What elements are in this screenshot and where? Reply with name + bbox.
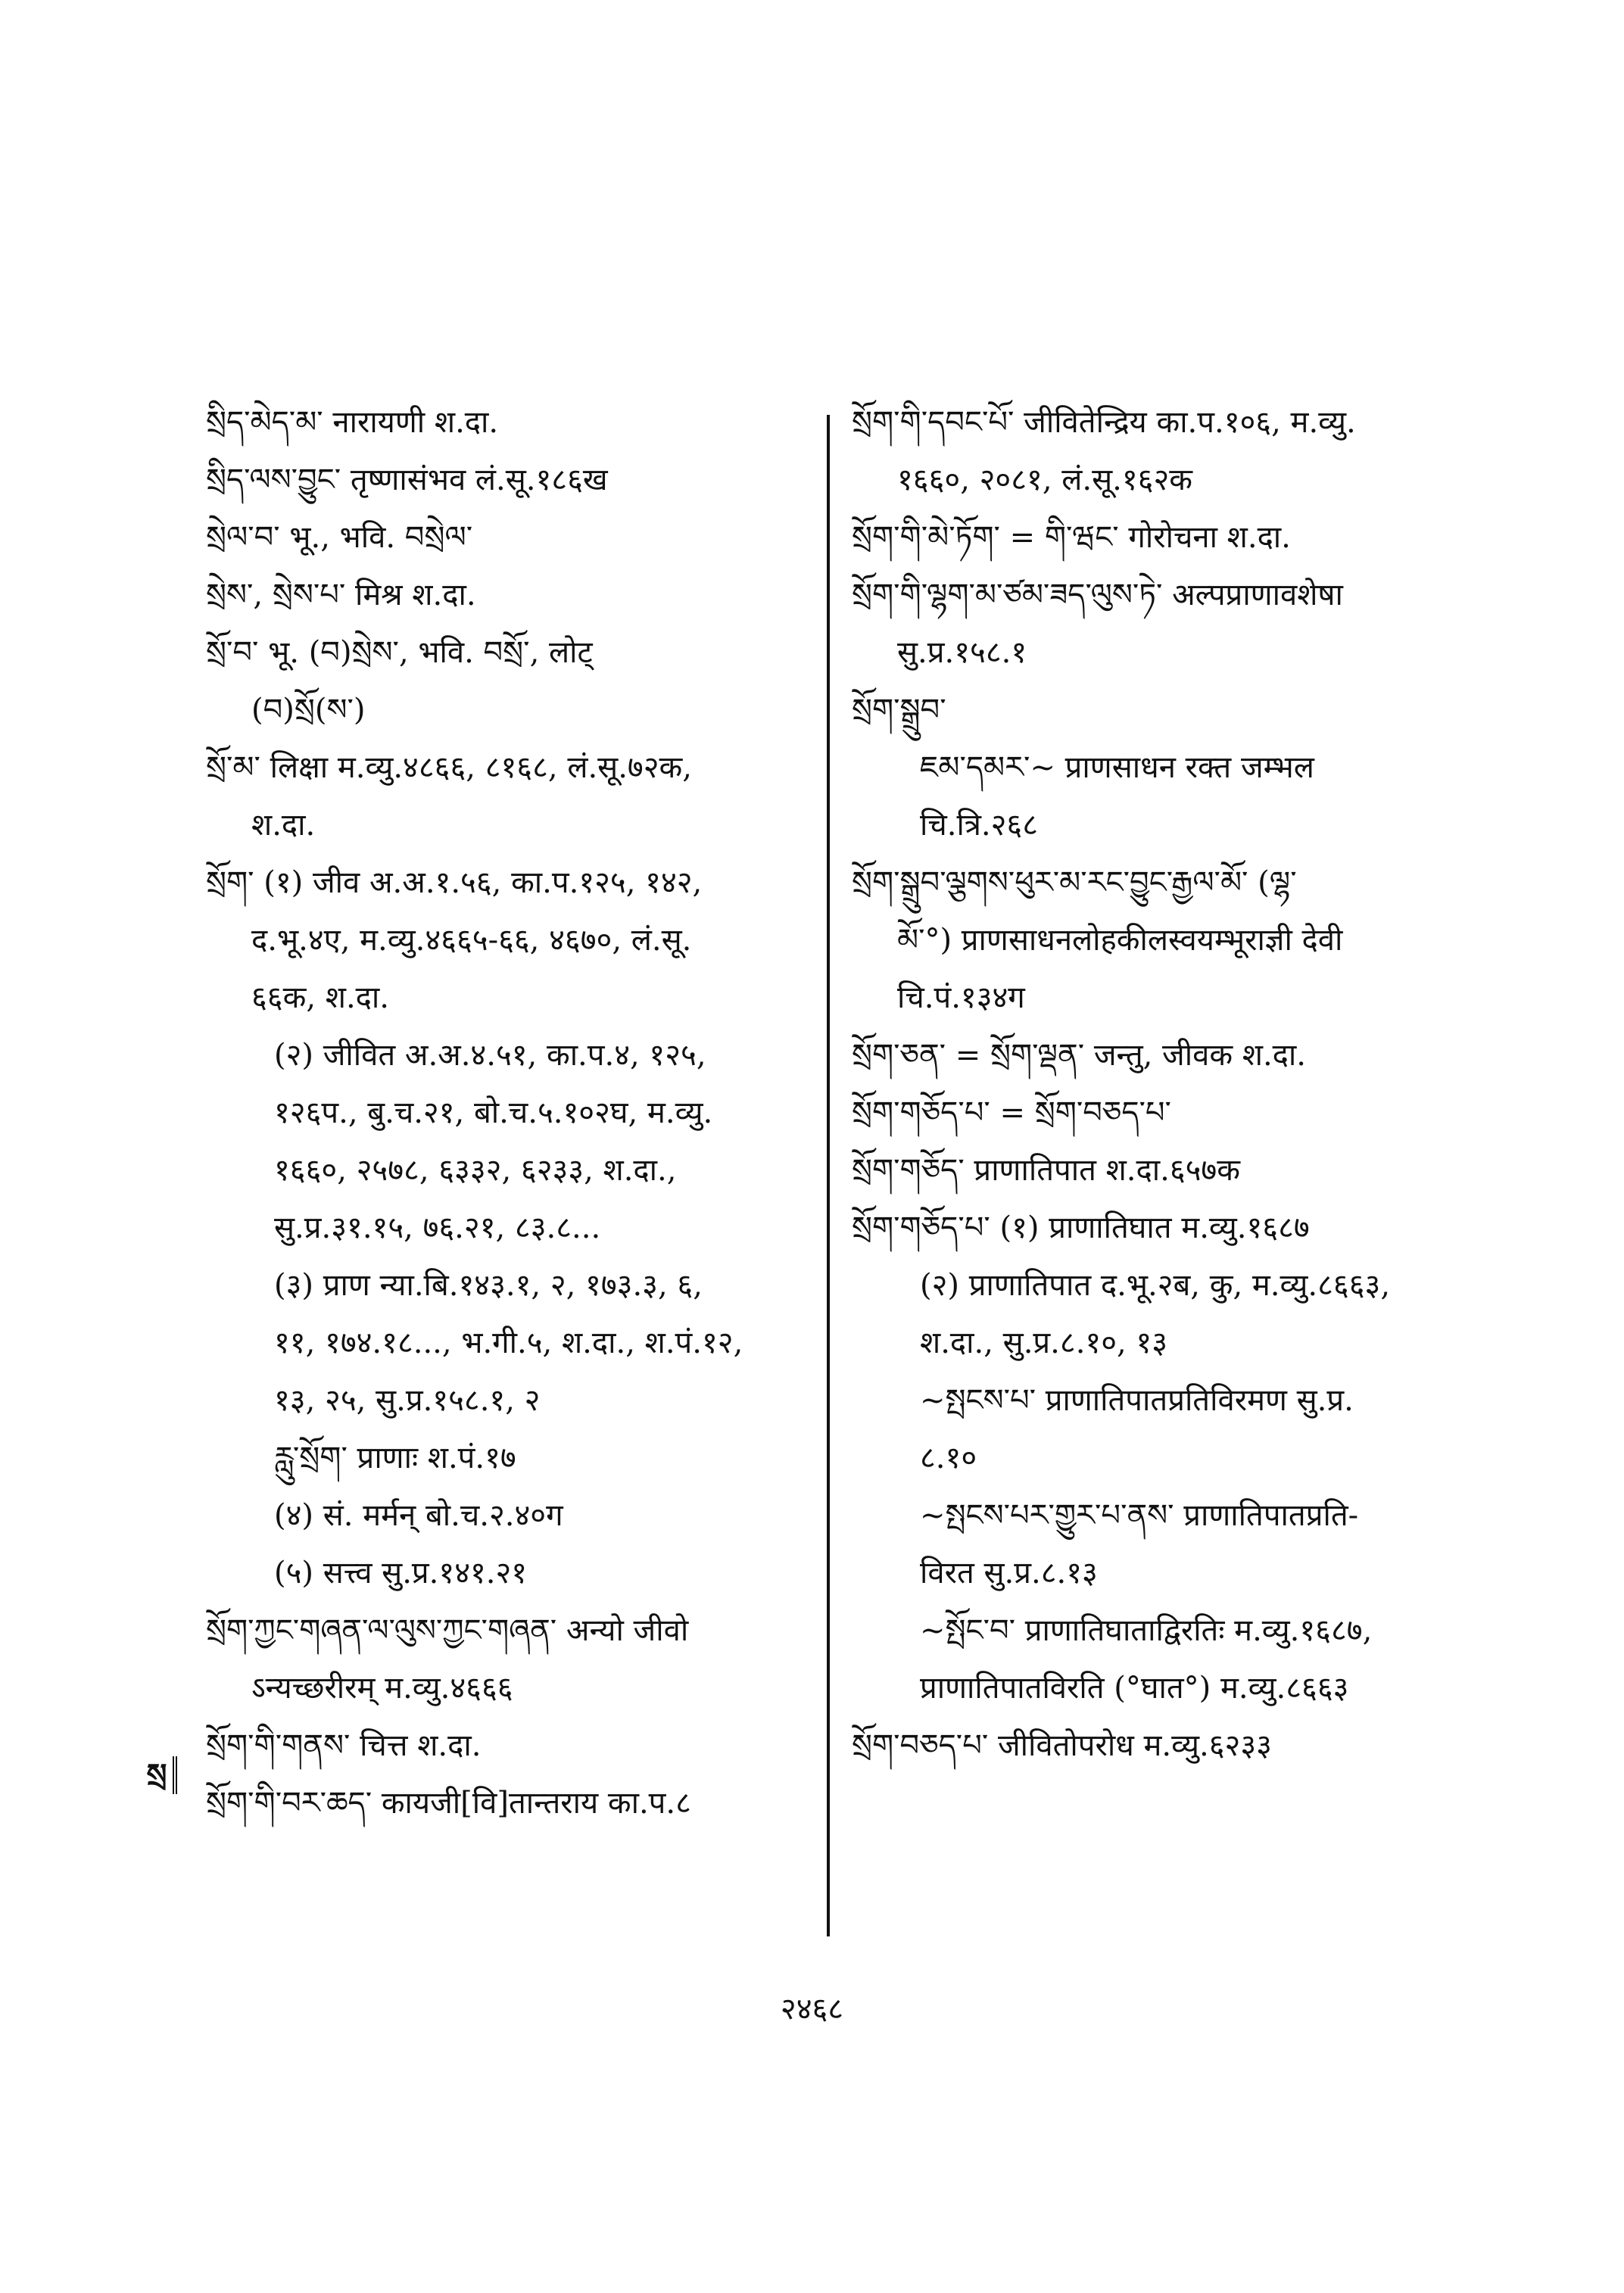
entry-line: སྲོག་ (१) जीव अ.अ.१.५६, का.प.१२५, १४२, xyxy=(206,865,703,900)
entry-line: སྲོག་གི་མེ་ཏོག་ = གི་ཝང་ गोरोचना श.दा. xyxy=(852,520,1291,555)
entry-line: १२६प., बु.च.२१, बो.च.५.१०२घ, म.व्यु. xyxy=(274,1095,713,1130)
left-column xyxy=(206,394,812,1832)
margin-mark: སྲ xyxy=(141,1756,177,1794)
dictionary-entry xyxy=(206,1429,812,1487)
entry-line: १६६०, २५७८, ६३३२, ६२३३, श.दा., xyxy=(274,1153,677,1188)
dictionary-entry xyxy=(206,566,812,624)
entry-line: ६६क, श.दा. xyxy=(251,980,389,1015)
entry-line: (२) जीवित अ.अ.४.५१, का.प.४, १२५, xyxy=(274,1038,706,1073)
entry-line: (३) प्राण न्या.बि.१४३.१, २, १७३.३, ६, xyxy=(274,1268,703,1303)
dictionary-entry xyxy=(206,394,812,451)
entry-line: སྲོ་མ་ लिक्षा म.व्यु.४८६६, ८१६८, लं.सू.७२क, xyxy=(206,750,692,785)
entry-line: (བ)སྲོ(ས་) xyxy=(251,693,366,727)
right-column xyxy=(852,394,1457,1774)
entry-line: སྲོག་གཅོད་ प्राणातिपात श.दा.६५७क xyxy=(852,1153,1240,1188)
entry-line: (४) सं. मर्मन् बो.च.२.४०ग xyxy=(274,1498,563,1533)
entry-line: विरत सु.प्र.८.१३ xyxy=(920,1556,1098,1590)
dictionary-entry xyxy=(852,1199,1457,1257)
dictionary-entry xyxy=(852,566,1457,681)
dictionary-entry xyxy=(852,509,1457,566)
entry-line: སྲོག་གཅོད་པ་ = སྲོག་བཅད་པ་ xyxy=(852,1095,1171,1130)
entry-line: སྲིད་ལས་བྱུང་ तृष्णासंभव लं.सू.१८६ख xyxy=(206,463,608,497)
dictionary-entry xyxy=(852,1487,1457,1602)
dictionary-entry xyxy=(206,1487,812,1544)
dictionary-entry xyxy=(206,1027,812,1257)
entry-line: སྲོག་གི་ལྷག་མ་ཙམ་ཟད་ལུས་ཏེ་ अल्पप्राणावशेषा xyxy=(852,578,1343,612)
entry-line: चि.पं.१३४ग xyxy=(897,980,1025,1015)
entry-line: སྲོག་བཅད་པ་ जीवितोपरोध म.व्यु.६२३३ xyxy=(852,1728,1272,1763)
entry-line: སྲིད་མེད་མ་ नारायणी श.दा. xyxy=(206,405,499,440)
column-divider xyxy=(827,415,830,1936)
dictionary-entry xyxy=(206,854,812,1027)
entry-line: སྲོག་གི་དབང་པོ་ जीवितेन्द्रिय का.प.१०६, म.व्यु. xyxy=(852,405,1356,440)
entry-line: ८.१० xyxy=(920,1441,977,1475)
dictionary-entry xyxy=(206,451,812,509)
entry-line: द.भू.४ए, म.व्यु.४६६५-६६, ४६७०, लं.सू. xyxy=(251,923,692,958)
page-number: २४६८ xyxy=(780,1992,844,2027)
entry-line: चि.त्रि.२६८ xyxy=(920,808,1039,843)
entry-line: प्राणातिपातविरति (°घात°) म.व्यु.८६६३ xyxy=(920,1671,1349,1706)
dictionary-entry xyxy=(206,739,812,854)
entry-line: སྲོག་སྒྲུབ་ལྕགས་ཕུར་མ་རང་བྱུང་རྒྱལ་མོ་ (ལྷ་ xyxy=(852,865,1297,900)
entry-line: སྲེལ་བ་ भू., भवि. བསྲེལ་ xyxy=(206,520,473,555)
entry-line: སྲེས་, སྲེས་པ་ मिश्र श.दा. xyxy=(206,578,476,612)
entry-line: ~སྤོང་བ་ प्राणातिघाताद्विरतिः म.व्यु.१६८७, xyxy=(920,1613,1373,1648)
dictionary-entry xyxy=(206,1602,812,1717)
entry-line: སྲོག་སྒྲུབ་ xyxy=(852,693,946,727)
dictionary-entry xyxy=(206,1544,812,1602)
dictionary-entry xyxy=(852,739,1457,854)
entry-line: སྲོག་ཀྱང་གཞན་ལ་ལུས་ཀྱང་གཞན་ अन्यो जीवो xyxy=(206,1613,689,1648)
dictionary-entry xyxy=(852,1084,1457,1142)
entry-line: श.दा., सु.प्र.८.१०, १३ xyxy=(920,1326,1168,1360)
entry-line: श.दा. xyxy=(251,808,316,843)
entry-line: (२) प्राणातिपात द.भू.२ब, कु, म.व्यु.८६६३, xyxy=(920,1268,1391,1303)
entry-line: ཇམ་དམར་~ प्राणसाधन रक्त जम्भल xyxy=(920,750,1314,785)
dictionary-entry xyxy=(852,1142,1457,1199)
dictionary-entry xyxy=(852,1717,1457,1774)
dictionary-entry xyxy=(852,854,1457,1027)
entry-line: སྲོག་ཅན་ = སྲོག་ལྡན་ जन्तु, जीवक श.दा. xyxy=(852,1038,1306,1073)
dictionary-entry xyxy=(852,394,1457,509)
entry-line: सु.प्र.३१.१५, ७६.२१, ८३.८... xyxy=(274,1210,601,1245)
entry-line: ~སྤངས་པ་ प्राणातिपातप्रतिविरमण सु.प्र. xyxy=(920,1383,1354,1418)
entry-line: ~སྤངས་པར་གྱུར་པ་ནས་ प्राणातिपातप्रति- xyxy=(920,1498,1359,1533)
dictionary-entry xyxy=(852,681,1457,739)
dictionary-entry xyxy=(206,1774,812,1832)
entry-line: ११, १७४.१८..., भ.गी.५, श.दा., श.पं.१२, xyxy=(274,1326,743,1360)
entry-line: सु.प्र.१५८.१ xyxy=(897,635,1027,670)
entry-line: སྲོ་བ་ भू. (བ)སྲེས་, भवि. བསྲོ་, लोट् xyxy=(206,635,593,670)
entry-line: སྲོག་གཅོད་པ་ (१) प्राणातिघात म.व्यु.१६८७ xyxy=(852,1210,1310,1245)
entry-line: སྲོག་གི་བར་ཆད་ कायजी[वि]तान्तराय का.प.८ xyxy=(206,1786,691,1821)
dictionary-entry xyxy=(852,1372,1457,1487)
entry-line: १६६०, २०८१, लं.सू.१६२क xyxy=(897,463,1192,497)
entry-line: (५) सत्त्व सु.प्र.१४१.२१ xyxy=(274,1556,528,1590)
dictionary-entry xyxy=(206,509,812,566)
dictionary-entry xyxy=(852,1602,1457,1717)
entry-line: १३, २५, सु.प्र.१५८.१, २ xyxy=(274,1383,541,1418)
entry-line: མོ་°) प्राणसाधनलोहकीलस्वयम्भूराज्ञी देवी xyxy=(897,923,1343,958)
dictionary-entry xyxy=(206,624,812,739)
entry-line: རླུ་སྲོག་ प्राणाः श.पं.१७ xyxy=(274,1441,516,1475)
dictionary-entry xyxy=(852,1257,1457,1372)
entry-line: ऽन्यच्छरीरम् म.व्यु.४६६६ xyxy=(251,1671,513,1706)
dictionary-entry xyxy=(206,1717,812,1774)
dictionary-entry xyxy=(206,1257,812,1429)
entry-line: སྲོག་གི་གནས་ चित्त श.दा. xyxy=(206,1728,482,1763)
dictionary-entry xyxy=(852,1027,1457,1084)
